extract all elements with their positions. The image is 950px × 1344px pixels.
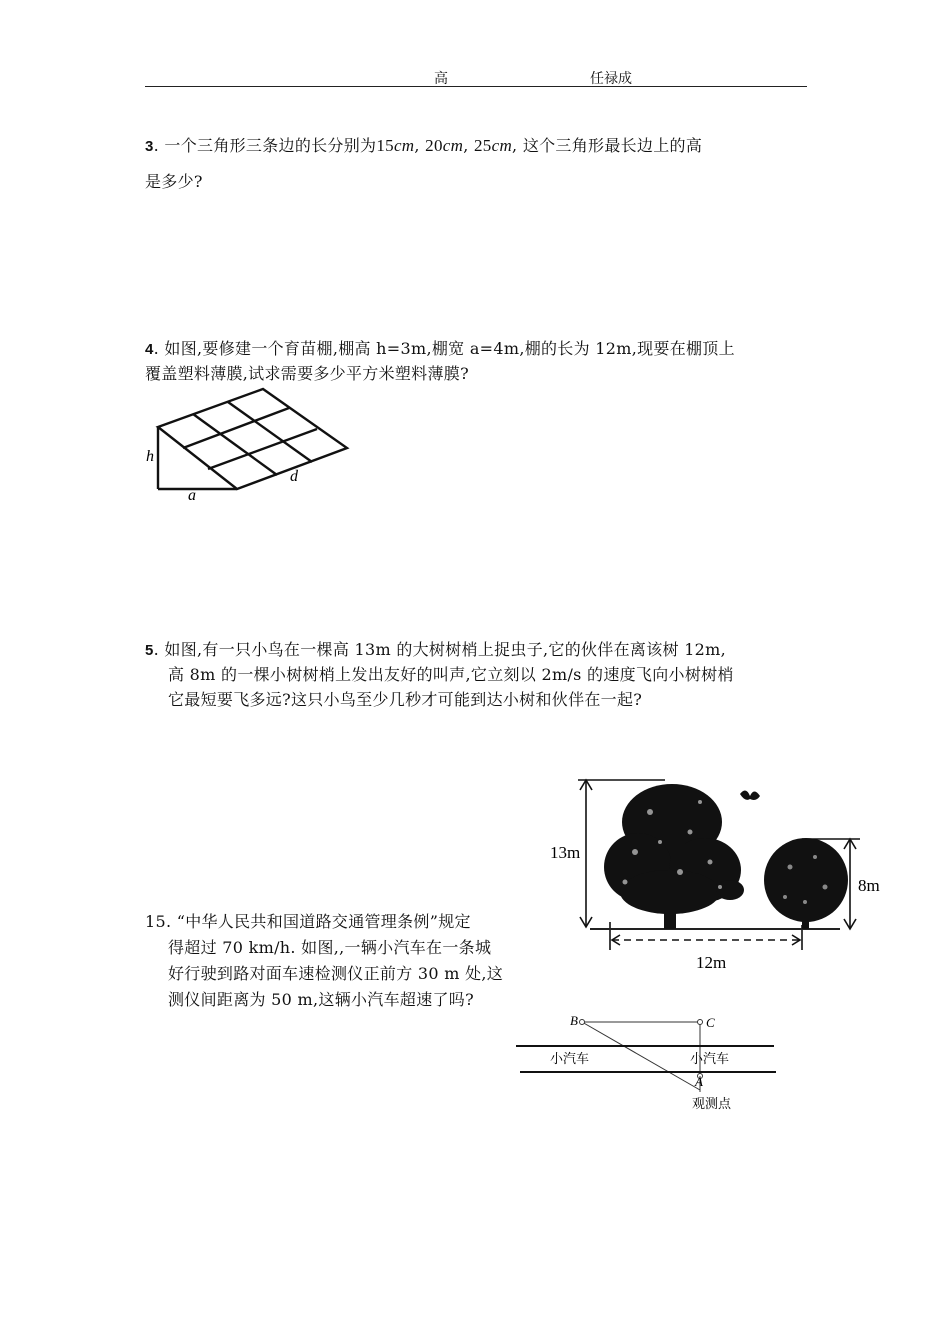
big-tree-icon bbox=[604, 784, 744, 929]
question-5-line1: 5. 如图,有一只小鸟在一棵高 13m 的大树树梢上捉虫子,它的伙伴在离该树 12m, bbox=[145, 640, 727, 659]
question-15-line2: 得超过 70 km/h. 如图,,一辆小汽车在一条城 bbox=[168, 938, 492, 957]
car-label-2: 小汽车 bbox=[690, 1051, 730, 1066]
label-a: a bbox=[188, 487, 196, 504]
question-4-number: 4 bbox=[145, 341, 154, 358]
point-b: B bbox=[570, 1013, 578, 1028]
question-3-line1: 3. 一个三角形三条边的长分别为15cm, 20cm, 25cm, 这个三角形最长边上的高 bbox=[145, 136, 703, 155]
header-right: 任禄成 bbox=[590, 71, 632, 87]
greenhouse-figure bbox=[140, 385, 360, 505]
tree-figure bbox=[540, 772, 900, 977]
length-2: 20cm bbox=[425, 136, 464, 155]
question-3-number: 3 bbox=[145, 138, 154, 155]
question-5-line2: 高 8m 的一棵小树树梢上发出友好的叫声,它立刻以 2m/s 的速度飞向小树树梢 bbox=[168, 665, 734, 684]
header-rule bbox=[145, 86, 807, 87]
question-5-number: 5 bbox=[145, 642, 154, 659]
point-c: C bbox=[706, 1015, 715, 1030]
question-5-line3: 它最短要飞多远?这只小鸟至少几秒才可能到达小树和伙伴在一起? bbox=[168, 690, 643, 709]
observation-point-label: 观测点 bbox=[692, 1096, 732, 1111]
car-label-1: 小汽车 bbox=[550, 1051, 590, 1066]
question-4-line1: 4. 如图,要修建一个育苗棚,棚高 h=3m,棚宽 a=4m,棚的长为 12m,现要在棚顶上 bbox=[145, 339, 735, 358]
question-15-line1: 15. “中华人民共和国道路交通管理条例”规定 bbox=[145, 912, 471, 931]
header-left: 高 bbox=[434, 71, 448, 87]
length-3: 25cm bbox=[474, 136, 513, 155]
label-d: d bbox=[290, 468, 298, 485]
label-h: h bbox=[146, 448, 154, 465]
label-12m: 12m bbox=[696, 953, 727, 972]
question-15-line3: 好行驶到路对面车速检测仪正前方 30 m 处,这 bbox=[168, 964, 504, 983]
road-figure bbox=[512, 1008, 784, 1118]
question-15-line4: 测仪间距离为 50 m,这辆小汽车超速了吗? bbox=[168, 990, 474, 1009]
bird-icon bbox=[740, 790, 760, 800]
question-4-line2: 覆盖塑料薄膜,试求需要多少平方米塑料薄膜? bbox=[145, 364, 469, 383]
label-8m: 8m bbox=[858, 876, 880, 895]
small-tree-icon bbox=[764, 838, 848, 929]
label-13m: 13m bbox=[550, 843, 581, 862]
point-a: A bbox=[695, 1074, 703, 1089]
question-3-line2: 是多少? bbox=[145, 172, 203, 191]
length-1: 15cm bbox=[376, 136, 415, 155]
